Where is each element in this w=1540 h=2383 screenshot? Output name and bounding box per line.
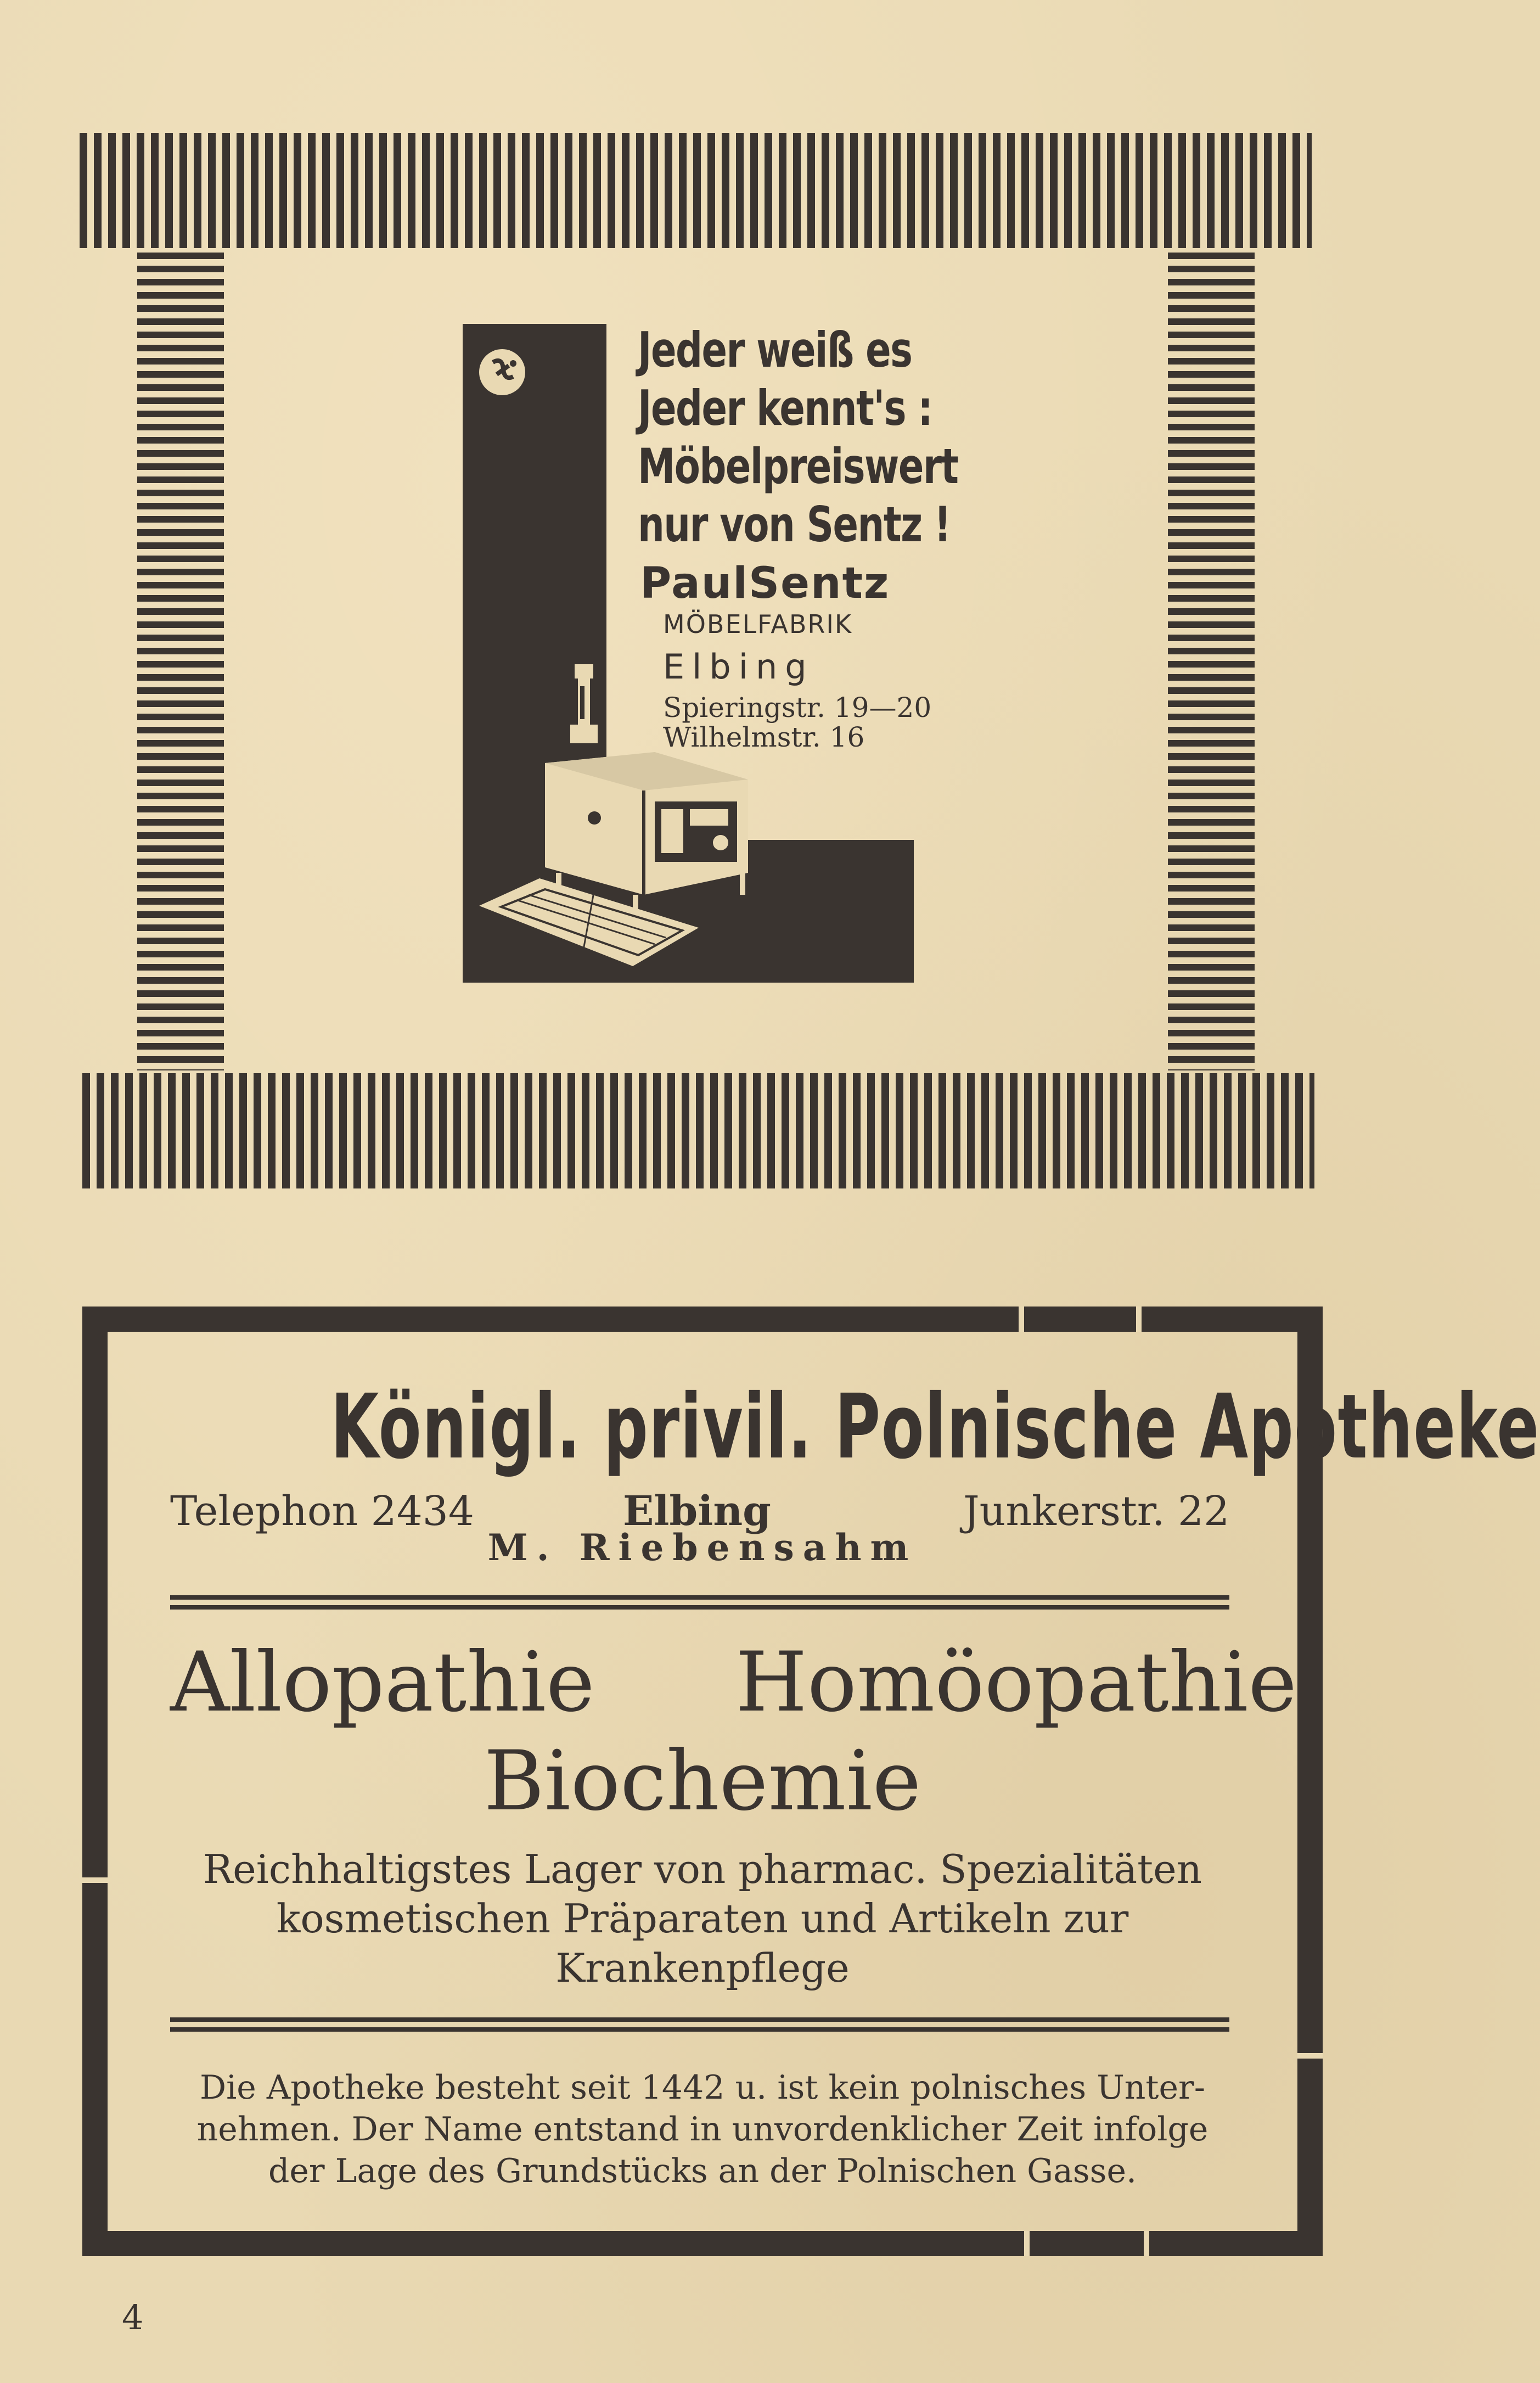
description-line: kosmetischen Präparaten und Artikeln zur (276, 1896, 1129, 1942)
slogan-line: Möbelpreiswert (638, 438, 958, 495)
description-line: Krankenpflege (555, 1945, 850, 1991)
slogan-line: Jeder weiß es (638, 322, 912, 378)
frame-gap (1024, 2231, 1030, 2256)
company-type: MÖBELFABRIK (663, 609, 853, 639)
divider-rule (170, 1595, 1229, 1610)
apotheke-city: Elbing (623, 1488, 771, 1535)
frame-gap (1297, 2053, 1323, 2059)
frame-gap (1144, 2231, 1149, 2256)
slogan-line: Jeder kennt's : (638, 380, 932, 436)
bottom-striped-border (82, 1073, 1314, 1188)
apotheke-street: Junkerstr. 22 (963, 1488, 1230, 1535)
frame-gap (1136, 1307, 1142, 1332)
page-number: 4 (122, 2297, 144, 2337)
sentz-logo-icon (479, 349, 525, 395)
apotheke-title: Königl. privil. Polnische Apotheke (330, 1376, 1540, 1479)
history-note-line: nehmen. Der Name entstand in unvordenklicher Zeit infolge (196, 2110, 1209, 2149)
sentz-advertisement (0, 0, 1360, 1208)
heading-allopathie: Allopathie (170, 1635, 595, 1730)
description-line: Reichhaltigstes Lager von pharmac. Spezialitäten (203, 1846, 1202, 1892)
company-name: PaulSentz (640, 559, 890, 608)
heading-biochemie: Biochemie (484, 1734, 921, 1829)
apotheke-advertisement (82, 1307, 1540, 2256)
slogan-line: nur von Sentz ! (638, 496, 951, 553)
left-striped-border (137, 253, 224, 1070)
apotheke-owner: M. Riebensahm (487, 1526, 918, 1569)
heading-homoeopathie: Homöopathie (735, 1635, 1297, 1730)
company-city: Elbing (663, 647, 814, 687)
top-striped-border (80, 133, 1312, 248)
right-striped-border (1168, 253, 1255, 1070)
company-address: Wilhelmstr. 16 (663, 721, 865, 753)
company-address: Spieringstr. 19—20 (663, 692, 932, 724)
frame-gap (1019, 1307, 1024, 1332)
apotheke-telephone: Telephon 2434 (170, 1488, 474, 1535)
history-note-line: der Lage des Grundstücks an der Polnischen Gasse. (268, 2152, 1137, 2190)
history-note-line: Die Apotheke besteht seit 1442 u. ist kein polnisches Unter- (200, 2068, 1205, 2107)
divider-rule (170, 2017, 1229, 2032)
